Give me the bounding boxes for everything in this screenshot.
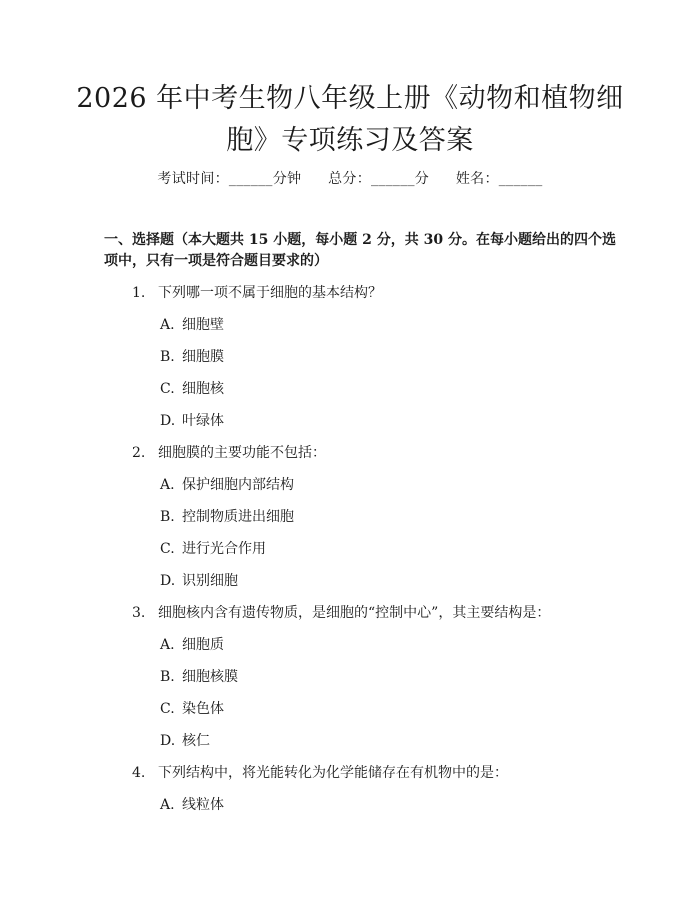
option-1a — [160, 316, 224, 334]
option-letter: C. — [160, 541, 175, 557]
option-text: 细胞壁 — [182, 317, 224, 333]
option-text: 叶绿体 — [182, 413, 224, 429]
option-3b — [160, 668, 238, 686]
question-number: 1. — [132, 285, 146, 301]
option-letter: A. — [160, 477, 175, 493]
option-text: 核仁 — [182, 733, 210, 749]
exam-name: 姓名：______ — [455, 171, 543, 187]
option-text: 细胞膜 — [182, 349, 224, 365]
question-text: 下列结构中，将光能转化为化学能储存在有机物中的是： — [158, 765, 508, 781]
question-number: 4. — [132, 765, 146, 781]
question-number: 2. — [132, 445, 146, 461]
option-2a — [160, 476, 294, 494]
option-text: 线粒体 — [182, 797, 224, 813]
option-letter: C. — [160, 381, 175, 397]
question-text: 下列哪一项不属于细胞的基本结构？ — [158, 285, 382, 301]
option-letter: B. — [160, 349, 175, 365]
section-heading: 一、选择题（本大题共 15 小题，每小题 2 分，共 30 分。在每小题给出的四个选项中，只有一项是符合题目要求的） — [104, 232, 616, 269]
option-letter: C. — [160, 701, 175, 717]
question-3 — [132, 604, 550, 622]
option-2d — [160, 572, 238, 590]
question-number: 3. — [132, 605, 146, 621]
option-2c — [160, 540, 266, 558]
option-text: 染色体 — [182, 701, 224, 717]
option-letter: D. — [160, 573, 176, 589]
option-1c — [160, 380, 224, 398]
title-line-1: 2026 年中考生物八年级上册《动物和植物细 — [76, 83, 624, 114]
option-letter: A. — [160, 797, 175, 813]
option-text: 细胞核 — [182, 381, 224, 397]
option-text: 保护细胞内部结构 — [182, 477, 294, 493]
title-line-2: 胞》专项练习及答案 — [226, 125, 474, 156]
option-letter: A. — [160, 637, 175, 653]
option-text: 细胞质 — [182, 637, 224, 653]
option-1d — [160, 412, 224, 430]
option-1b — [160, 348, 224, 366]
option-letter: B. — [160, 509, 175, 525]
option-4a — [160, 796, 224, 814]
option-letter: D. — [160, 733, 176, 749]
question-2 — [132, 444, 326, 462]
option-letter: A. — [160, 317, 175, 333]
exam-time: 考试时间：______分钟 — [157, 171, 302, 187]
question-text: 细胞膜的主要功能不包括： — [158, 445, 326, 461]
question-4 — [132, 764, 508, 782]
page-title — [0, 78, 700, 162]
exam-meta — [0, 168, 700, 188]
exam-score: 总分：______分 — [328, 171, 430, 187]
question-text: 细胞核内含有遗传物质，是细胞的“控制中心”，其主要结构是： — [158, 605, 551, 621]
option-text: 细胞核膜 — [182, 669, 238, 685]
option-3a — [160, 636, 224, 654]
option-letter: D. — [160, 413, 176, 429]
question-1 — [132, 284, 382, 302]
option-text: 进行光合作用 — [182, 541, 266, 557]
option-3d — [160, 732, 210, 750]
option-3c — [160, 700, 224, 718]
option-text: 控制物质进出细胞 — [182, 509, 294, 525]
option-2b — [160, 508, 294, 526]
option-text: 识别细胞 — [182, 573, 238, 589]
option-letter: B. — [160, 669, 175, 685]
